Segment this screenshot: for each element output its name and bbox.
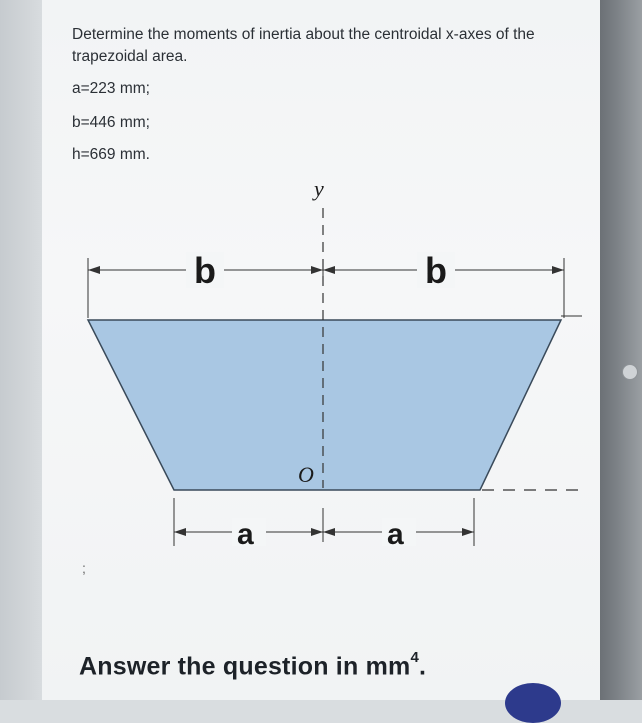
device-bezel-right xyxy=(598,0,642,700)
answer-text: Answer the question in mm xyxy=(79,652,411,681)
arrowhead-top-left xyxy=(88,266,100,274)
label-a-left: a xyxy=(237,518,254,551)
arrowhead-top-mid-left xyxy=(311,266,323,274)
answer-instruction xyxy=(79,649,427,681)
label-origin: O xyxy=(298,462,314,487)
arrowhead-bottom-mid-left xyxy=(311,528,323,536)
arrowhead-top-mid-right xyxy=(323,266,335,274)
label-y: y xyxy=(314,176,324,201)
problem-question: Determine the moments of inertia about the centroidal x-axes of the trapezoidal area. xyxy=(72,26,535,65)
label-b-right: b xyxy=(425,250,447,291)
arrowhead-bottom-mid-right xyxy=(323,528,335,536)
stray-mark: ; xyxy=(82,560,86,576)
floating-action-button[interactable] xyxy=(505,683,561,723)
answer-suffix: . xyxy=(418,652,427,681)
arrowhead-bottom-right xyxy=(462,528,474,536)
camera-dot xyxy=(622,364,638,380)
label-a-right: a xyxy=(387,518,404,551)
param-b: b=446 mm; xyxy=(72,114,150,131)
param-a: a=223 mm; xyxy=(72,80,150,97)
arrowhead-top-right xyxy=(552,266,564,274)
label-b-left: b xyxy=(194,250,216,291)
arrowhead-bottom-left xyxy=(174,528,186,536)
param-h: h=669 mm. xyxy=(72,146,150,163)
answer-exponent: 4 xyxy=(410,649,419,666)
problem-page xyxy=(42,0,600,700)
trapezoid-figure xyxy=(42,170,600,590)
trapezoid-area xyxy=(88,320,561,490)
